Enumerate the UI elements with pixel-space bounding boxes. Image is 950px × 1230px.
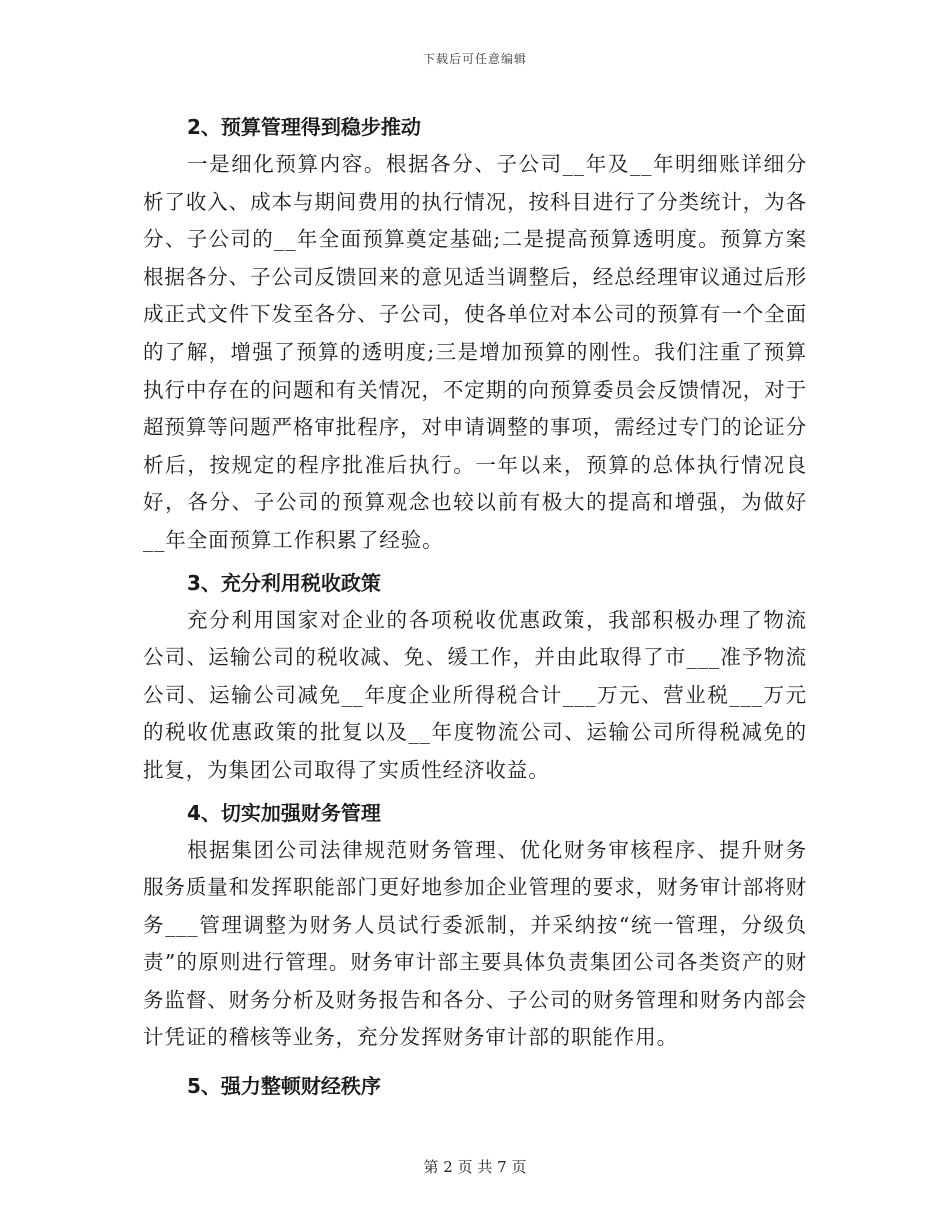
section-heading-5: 5、强力整顿财经秩序 <box>187 1074 381 1099</box>
section-paragraph-3: 充分利用国家对企业的各项税收优惠政策，我部积极办理了物流公司、运输公司的税收减、免、缓工作，并由此取得了市___准予物流公司、运输公司减免__年度企业所得税合计___万元、营业税___万元的税收优惠政策的批复以及__年度物流公司、运输公司所得税减免的批复，为集团公司取得了实质性经济收益。 <box>143 607 807 782</box>
page-header-note: 下载后可任意编辑 <box>422 52 527 66</box>
section-heading-4: 4、切实加强财务管理 <box>187 800 381 825</box>
page-number-footer: 第 2 页 共 7 页 <box>423 1158 527 1176</box>
section-paragraph-4: 根据集团公司法律规范财务管理、优化财务审核程序、提升财务服务质量和发挥职能部门更好地参加企业管理的要求，财务审计部将财务___管理调整为财务人员试行委派制，并采纳按“统一管理，分级负责”的原则进行管理。财务审计部主要具体负责集团公司各类资产的财务监督、财务分析及财务报告和各分、子公司的财务管理和财务内部会计凭证的稽核等业务，充分发挥财务审计部的职能作用。 <box>143 837 807 1050</box>
document-body <box>143 108 807 1105</box>
section-heading-2: 2、预算管理得到稳步推动 <box>187 115 421 139</box>
section-heading-3: 3、充分利用税收政策 <box>187 570 381 595</box>
section-paragraph-2: 一是细化预算内容。根据各分、子公司__年及__年明细账详细分析了收入、成本与期间费用的执行情况，按科目进行了分类统计，为各分、子公司的__年全面预算奠定基础;二是提高预算透明度。预算方案根据各分、子公司反馈回来的意见适当调整后，经总经理审议通过后形成正式文件下发至各分、子公司，使各单位对本公司的预算有一个全面的了解，增强了预算的透明度;三是增加预算的刚性。我们注重了预算执行中存在的问题和有关情况，不定期的向预算委员会反馈情况，对于超预算等问题严格审批程序，对申请调整的事项，需经过专门的论证分析后，按规定的程序批准后执行。一年以来，预算的总体执行情况良好，各分、子公司的预算观念也较以前有极大的提高和增强，为做好__年全面预算工作积累了经验。 <box>143 152 807 552</box>
